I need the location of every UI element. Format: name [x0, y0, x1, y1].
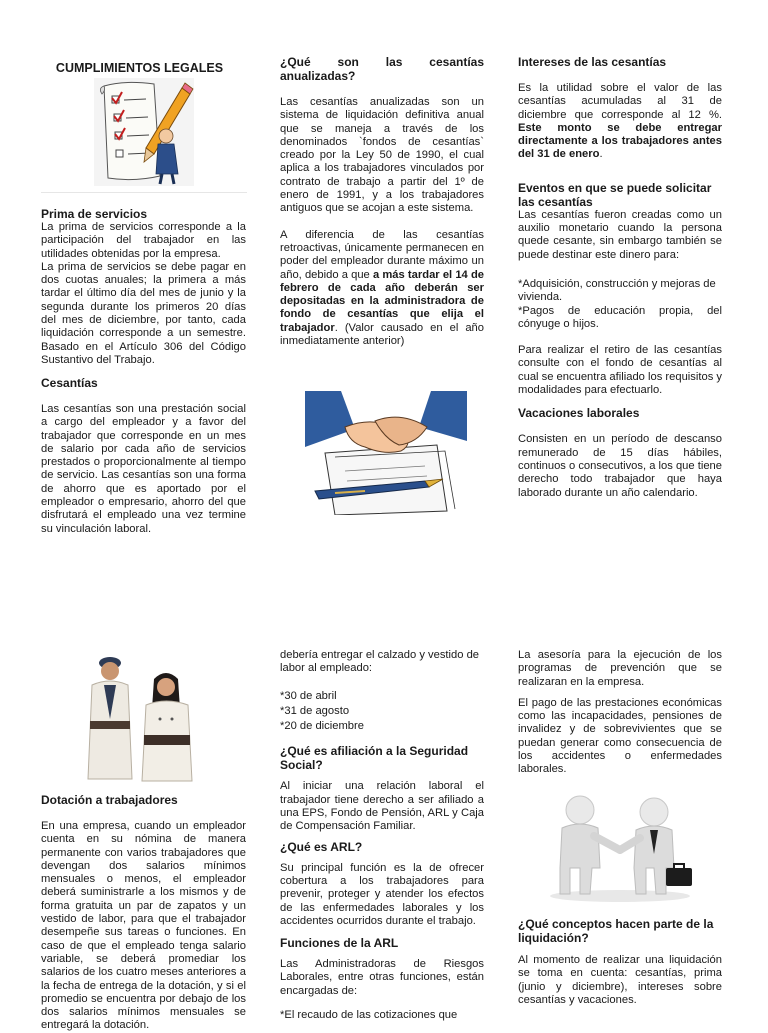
eventos-heading: Eventos en que se puede solicitar las cesantías — [518, 180, 712, 209]
arl-heading: ¿Qué es ARL? — [280, 839, 363, 854]
dotacion-paragraph: En una empresa, cuando un empleador cuenta en su nómina de manera permanente con varios trabajadores que devengan dos salarios mínimos mensuales o menos, el empleador deberá suministrarle a los mismos y de forma gratuita un par de zapatos y un vestido de labor, para que el trabajador desempeñe sus tareas o funciones. En caso de que el empleado tenga salario variable, se deberá promediar los salarios de los cuatro meses anteriores a la fecha de entrega de la dotación, y si el promedio se encuentra por debajo de los dos salarios mínimos mensuales se entregará la dotación. — [41, 820, 246, 1032]
page-title: CUMPLIMIENTOS LEGALES — [55, 61, 224, 75]
dotacion-heading: Dotación a trabajadores — [41, 793, 178, 807]
cesantias-heading: Cesantías — [41, 376, 98, 390]
vacaciones-heading: Vacaciones laborales — [518, 406, 640, 421]
funciones-paragraph: Las Administradoras de Riesgos Laborales, entre otras funciones, están encargadas de: — [280, 958, 484, 997]
anualizadas-heading: ¿Qué son las cesantías anualizadas? — [280, 55, 484, 83]
vacaciones-paragraph: Consisten en un período de descanso remunerado de 15 días hábiles, continuos o consecutivos, a los que tiene derecho todo trabajador que haya laborado durante un año calendario. — [518, 433, 722, 499]
liquidacion-paragraph: Al momento de realizar una liquidación se toma en cuenta: cesantías, prima (junio y diciembre), intereses sobre cesantías y vacaciones. — [518, 954, 722, 1006]
prima-paragraph-1: La prima de servicios corresponde a la participación del trabajador en las utilidades obtenidas por la empresa. — [41, 221, 246, 260]
checklist-illustration — [94, 78, 194, 186]
column-3-bottom — [518, 649, 722, 777]
eventos-paragraph: Las cesantías fueron creadas como un auxilio monetario cuando la persona quede cesante, sin embargo también se puede destinar este dinero para: — [518, 208, 722, 261]
dotacion-section — [41, 793, 246, 1033]
date-abril: *30 de abril — [280, 689, 337, 702]
intereses-heading: Intereses de las cesantías — [518, 55, 667, 69]
column-2-bottom — [280, 649, 484, 1022]
handshake-contract-illustration — [305, 391, 467, 515]
anualizadas-paragraph-1: Las cesantías anualizadas son un sistema de liquidación definitiva anual que se maneja a través de los denominados `fondos de cesantías` creado por la Ley 50 de 1990, el cual aplica a los trabajadores vinculados por contrato de trabajo a partir del 1º de enero de 1991, y a los trabajadores antiguos que se acojan a este sistema. — [280, 96, 484, 215]
intereses-paragraph: Es la utilidad sobre el valor de las cesantías acumuladas al 31 de diciembre que corresponde al 12 %. Este monto se debe entregar directamente a los trabajadores antes del 31 de enero. — [518, 82, 722, 161]
afiliacion-heading: ¿Qué es afiliación a la Seguridad Social? — [280, 744, 469, 773]
pago-paragraph: El pago de las prestaciones económicas como las incapacidades, pensiones de invalidez y de sobrevivientes que se puedan generar como consecuencia de los accidentes o enfermedades laborales. — [518, 696, 722, 776]
prima-paragraph-2: La prima de servicios se debe pagar en dos cuotas anuales; la primera a más tardar el último día del mes de junio y la segunda durante los primeros 20 días del mes de diciembre, por tanto, cada liquidación corresponde a un semestre. Basado en el Artículo 306 del Código Sustantivo del Trabajo. — [41, 260, 246, 366]
funciones-bullet: *El recaudo de las cotizaciones que — [280, 1009, 458, 1022]
liquidacion-heading: ¿Qué conceptos hacen parte de la liquidación? — [518, 917, 714, 945]
retiro-paragraph: Para realizar el retiro de las cesantías consulte con el fondo de cesantías al cual se encuentra afiliado los requisitos y modalidades para efectuarlo. — [518, 344, 722, 397]
arl-paragraph: Su principal función es la de ofrecer cobertura a los trabajadores para prevenir, proteger y atender los efectos de las enfermedades laborales y los accidentes ocurridos durante el trabajo. — [280, 861, 484, 927]
calzado-paragraph: debería entregar el calzado y vestido de labor al empleado: — [280, 649, 480, 675]
prima-section — [41, 207, 246, 367]
anualizadas-paragraph-2: A diferencia de las cesantías retroactivas, únicamente permanecen en poder del empleador durante máximo un año, debido a que a más tardar el 14 de febrero de cada año deberán ser depositadas en la administradora de fondo de cesantías que elija el trabajador. (Valor causado en el año inmediatamente anterior) — [280, 228, 484, 348]
afiliacion-paragraph: Al iniciar una relación laboral el trabajador tiene derecho a ser afiliado a una EPS, Fondo de Pensión, ARL y Caja de Compensación Familiar. — [280, 780, 484, 833]
column-1-top — [41, 61, 246, 75]
cesantias-section — [41, 376, 246, 536]
prima-heading: Prima de servicios — [41, 207, 148, 221]
workers-uniform-photo — [80, 649, 212, 783]
column-3-top — [518, 55, 722, 500]
cesantias-paragraph: Las cesantías son una prestación social a cargo del empleador y a favor del trabajador que corresponde en un mes de salario por cada año de servicios prestados o proporcionalmente al tiempo de servicio. Las cesantías son una forma de ahorro que es aportado por el empleador o empresario, ahorro del que disfrutará el empleado una vez termine su vinculación laboral. — [41, 403, 246, 535]
divider — [41, 192, 247, 193]
liquidacion-section — [518, 917, 722, 1007]
bullet-educacion: *Pagos de educación propia, del cónyuge o hijos. — [518, 304, 722, 330]
date-agosto: *31 de agosto — [280, 704, 350, 717]
bullet-vivienda: *Adquisición, construcción y mejoras de vivienda. — [518, 277, 716, 304]
asesoria-paragraph: La asesoría para la ejecución de los programas de prevención que se realizaran en la empresa. — [518, 649, 722, 688]
funciones-heading: Funciones de la ARL — [280, 936, 399, 951]
column-2-top — [280, 55, 484, 348]
business-handshake-illustration — [534, 784, 706, 906]
date-diciembre: *20 de diciembre — [280, 720, 364, 733]
